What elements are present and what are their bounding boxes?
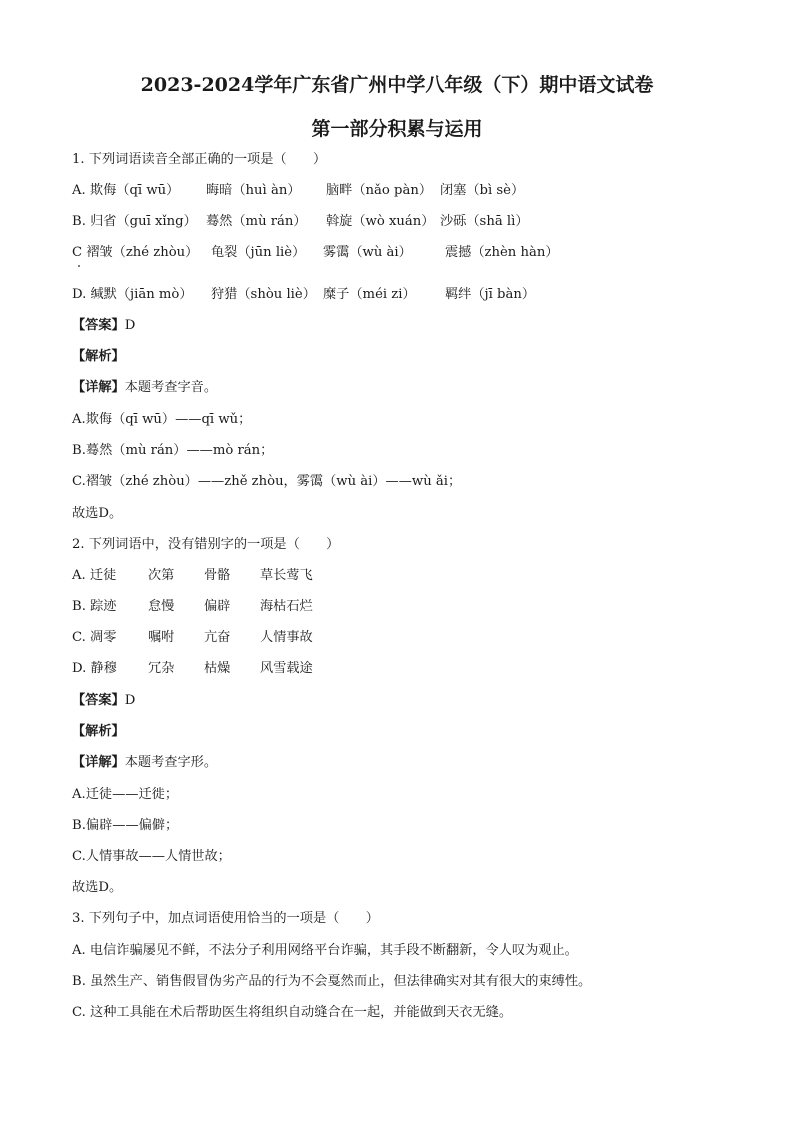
q1-option-b-1: B. 归省（guī xǐng）	[72, 214, 197, 229]
q1-answer	[72, 319, 135, 332]
q2-option-a-4: 草长莺飞	[260, 568, 313, 583]
q2-explanation-a: A.迁徒——迁徙；	[72, 787, 179, 802]
detail-tag: 【详解】	[72, 755, 125, 770]
q2-option-b-4: 海枯石烂	[260, 599, 313, 614]
q1-analysis-tag: 【解析】	[72, 349, 125, 364]
q2-option-c-3: 亢奋	[204, 630, 231, 645]
q2-conclusion: 故选D。	[72, 880, 123, 895]
q1-option-b-3: 斡旋（wò xuán）	[326, 214, 435, 229]
q3-option-a: A. 电信诈骗屡见不鲜，不法分子利用网络平台诈骗，其手段不断翻新，令人叹为观止。	[72, 943, 578, 958]
q1-option-b-2: 蓦然（mù rán）	[206, 214, 307, 229]
q1-conclusion: 故选D。	[72, 506, 123, 521]
q1-stem: 1. 下列词语读音全部正确的一项是（ ）	[72, 152, 327, 167]
q2-option-d-2: 冗杂	[148, 661, 175, 676]
answer-value: D	[124, 693, 136, 708]
q1-option-c-1: C 褶皱（zhé zhòu）	[72, 245, 199, 260]
q2-option-b-3: 偏辟	[204, 599, 231, 614]
section-title: 第一部分积累与运用	[311, 118, 483, 140]
detail-text: 本题考查字形。	[124, 755, 218, 770]
q2-analysis-tag: 【解析】	[72, 724, 125, 739]
q1-option-a-2: 晦暗（huì àn）	[206, 183, 301, 198]
q1-option-b-4: 沙砾（shā lì）	[440, 214, 529, 229]
q1-explanation-b: B.蓦然（mù rán）——mò rán；	[72, 443, 274, 458]
q3-stem: 3. 下列句子中，加点词语使用恰当的一项是（ ）	[72, 911, 379, 926]
q2-explanation-b: B.偏辟——偏僻；	[72, 818, 179, 833]
q1-option-a-1: A. 欺侮（qī wū）	[72, 183, 180, 198]
q1-option-c-2: 龟裂（jūn liè）	[211, 245, 306, 260]
q3-option-b: B. 虽然生产、销售假冒伪劣产品的行为不会戛然而止，但法律确实对其有很大的束缚性。	[72, 974, 592, 989]
q2-option-b-1: B. 踪迹	[72, 599, 117, 614]
q2-explanation-c: C.人情事故——人情世故；	[72, 849, 231, 864]
answer-tag: 【答案】	[72, 318, 125, 333]
exam-title: 2023-2024学年广东省广州中学八年级（下）期中语文试卷	[140, 74, 654, 96]
q2-option-d-1: D. 静穆	[72, 661, 117, 676]
q2-option-c-1: C. 凋零	[72, 630, 117, 645]
q1-explanation-c: C.褶皱（zhé zhòu）——zhě zhòu，雾霭（wù ài）——wù ǎi；	[72, 474, 462, 489]
q2-option-b-2: 怠慢	[148, 599, 175, 614]
q2-option-a-1: A. 迁徒	[72, 568, 117, 583]
q1-option-a-3: 脑畔（nǎo pàn）	[326, 183, 433, 198]
detail-tag: 【详解】	[72, 380, 125, 395]
answer-tag: 【答案】	[72, 693, 125, 708]
q1-option-d-4: 羁绊（jī bàn）	[445, 287, 536, 302]
q1-option-d-1: D. 缄默（jiān mò）	[72, 287, 193, 302]
q1-explanation-a: A.欺侮（qī wū）——qī wǔ；	[72, 412, 252, 427]
q1-option-d-3: 糜子（méi zi）	[323, 287, 416, 302]
q3-option-c: C. 这种工具能在术后帮助医生将组织自动缝合在一起，并能做到天衣无缝。	[72, 1005, 513, 1020]
q2-answer	[72, 694, 135, 707]
q2-detail	[72, 756, 217, 769]
q2-stem: 2. 下列词语中，没有错别字的一项是（ ）	[72, 537, 340, 552]
q2-option-a-2: 次第	[148, 568, 175, 583]
stray-dot	[78, 265, 80, 267]
q1-option-c-4: 震撼（zhèn hàn）	[445, 245, 559, 260]
q2-option-a-3: 骨骼	[204, 568, 231, 583]
q1-option-c-3: 雾霭（wù ài）	[323, 245, 412, 260]
q2-option-c-4: 人情事故	[260, 630, 313, 645]
detail-text: 本题考查字音。	[124, 380, 218, 395]
q2-option-d-3: 枯燥	[204, 661, 231, 676]
q1-option-d-2: 狩猎（shòu liè）	[211, 287, 316, 302]
answer-value: D	[124, 318, 136, 333]
q1-option-a-4: 闭塞（bì sè）	[440, 183, 525, 198]
q2-option-c-2: 嘱咐	[148, 630, 175, 645]
q2-option-d-4: 风雪载途	[260, 661, 313, 676]
q1-detail	[72, 381, 217, 394]
